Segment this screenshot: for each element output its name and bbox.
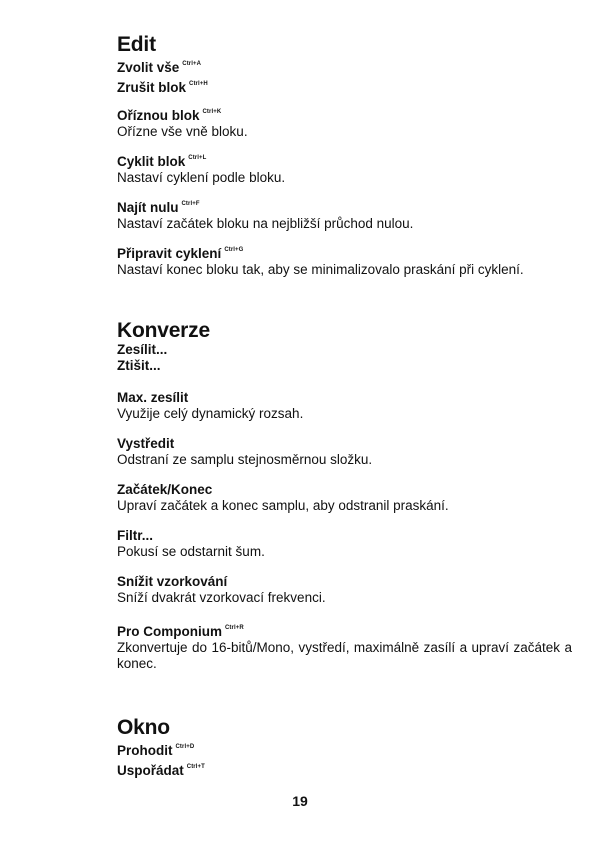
entry-title: Pro Componium $^{Ctrl+R}$ [117, 624, 244, 639]
entry-title: Oříznou blok $^{Ctrl+K}$ [117, 108, 222, 123]
section-title-edit: Edit [117, 33, 156, 56]
entry-title: Snížit vzorkování [117, 574, 228, 589]
section-konverze [117, 320, 210, 374]
entry-description: Zkonvertuje do 16-bitů/Mono, vystředí, maximálně zasílí a upraví začátek a konec. [117, 640, 572, 671]
entry-description: Odstraní ze samplu stejnosměrnou složku. [117, 452, 373, 467]
shortcut-label: Ctrl+A [182, 61, 202, 67]
entry-title: Vystředit [117, 436, 175, 451]
shortcut-label: Ctrl+F [181, 201, 200, 207]
section-title-okno: Okno [117, 716, 170, 739]
section-edit [117, 34, 208, 96]
entry-filter [117, 528, 572, 560]
entry-description: Nastaví cyklení podle bloku. [117, 170, 286, 185]
entry-title: Najít nulu $^{Ctrl+F}$ [117, 200, 200, 215]
entry-center [117, 436, 572, 468]
shortcut-label: Ctrl+K [202, 109, 222, 115]
entry-title: Začátek/Konec [117, 482, 213, 497]
entry-start-end [117, 482, 572, 514]
entry-description: Nastaví začátek bloku na nejbližší průchod nulou. [117, 216, 414, 231]
section-okno [117, 717, 205, 779]
menu-item-cancel-block: Zrušit blok $^{Ctrl+H}$ [117, 80, 208, 95]
menu-item-select-all: Zvolit vše $^{Ctrl+A}$ [117, 60, 202, 75]
entry-title: Připravit cyklení $^{Ctrl+G}$ [117, 246, 244, 261]
entry-description: Ořízne vše vně bloku. [117, 124, 248, 139]
shortcut-label: Ctrl+T [186, 764, 205, 770]
entry-max-amplify [117, 390, 572, 422]
entry-find-zero [117, 196, 572, 232]
entry-description: Nastaví konec bloku tak, aby se minimalizovalo praskání při cyklení. [117, 262, 524, 277]
entry-title: Cyklit blok $^{Ctrl+L}$ [117, 154, 207, 169]
entry-title: Max. zesílit [117, 390, 189, 405]
shortcut-label: Ctrl+H [189, 81, 208, 87]
entry-loop-block [117, 150, 572, 186]
entry-description: Pokusí se odstarnit šum. [117, 544, 265, 559]
entry-pro-componium [117, 620, 572, 672]
menu-item-swap: Prohodit $^{Ctrl+D}$ [117, 743, 195, 758]
entry-downsample [117, 574, 572, 606]
menu-item-amplify: Zesílit... [117, 342, 168, 357]
shortcut-label: Ctrl+G [224, 247, 244, 253]
section-title-konverze: Konverze [117, 319, 210, 342]
entry-prepare-loop [117, 242, 572, 278]
shortcut-label: Ctrl+R [225, 625, 244, 631]
menu-item-arrange: Uspořádat $^{Ctrl+T}$ [117, 763, 205, 778]
menu-item-attenuate: Ztišit... [117, 358, 161, 373]
entry-description: Upraví začátek a konec samplu, aby odstranil praskání. [117, 498, 449, 513]
entry-description: Sníží dvakrát vzorkovací frekvenci. [117, 590, 326, 605]
shortcut-label: Ctrl+D [175, 744, 195, 750]
shortcut-label: Ctrl+L [188, 155, 207, 161]
entry-title: Filtr... [117, 528, 154, 543]
page-number: 19 [292, 793, 308, 809]
entry-description: Využije celý dynamický rozsah. [117, 406, 304, 421]
entry-crop-block [117, 104, 572, 140]
